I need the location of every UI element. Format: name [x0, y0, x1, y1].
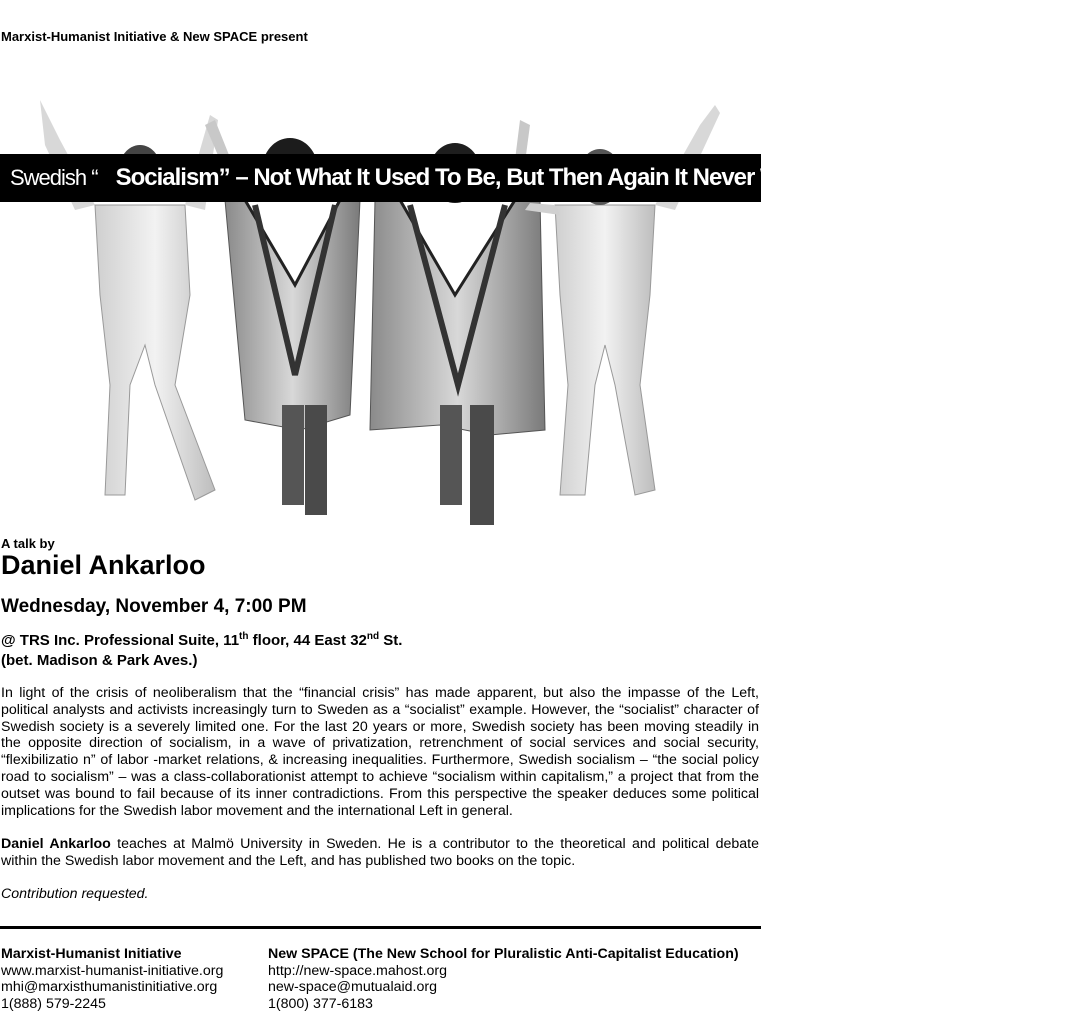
footer-newspace	[268, 946, 739, 1012]
newspace-name: New SPACE (The New School for Pluralistic Anti-Capitalist Education)	[268, 946, 739, 962]
bio-paragraph	[1, 836, 759, 870]
footer-mhi	[1, 946, 223, 1012]
bio-name: Daniel Ankarloo	[1, 836, 111, 852]
mhi-name: Marxist-Humanist Initiative	[1, 946, 182, 962]
speaker-name: Daniel Ankarloo	[1, 550, 206, 580]
event-date: Wednesday, November 4, 7:00 PM	[1, 596, 307, 617]
mhi-phone: 1(888) 579-2245	[1, 995, 106, 1012]
presenter-line: Marxist-Humanist Initiative & New SPACE present	[1, 29, 308, 44]
venue-text-c: St.	[379, 632, 403, 649]
event-venue	[1, 631, 402, 671]
bio-text: teaches at Malmö University in Sweden. He is a contributor to the theoretical and political debate within the Swedish labor movement and the Left, and has published two books on the topic.	[1, 836, 759, 869]
title-banner	[0, 154, 806, 202]
venue-line-1	[1, 631, 402, 651]
newspace-phone: 1(800) 377-6183	[268, 995, 373, 1012]
venue-sup-2: nd	[366, 631, 380, 642]
divider	[0, 926, 761, 929]
performers-photo	[0, 85, 760, 530]
title-part-2: Socialism” – Not What It Used To Be, But Then Again It Never Was	[115, 164, 806, 191]
mhi-email-link[interactable]: mhi@marxisthumanistinitiative.org	[1, 979, 218, 995]
title-part-1: Swedish “	[10, 165, 98, 190]
abstract-paragraph: In light of the crisis of neoliberalism that the “financial crisis” has made apparent, but also the impasse of the Left, political analysts and activists increasingly turn to Sweden as a “socialist” example. However, the “socialist” character of Swedish society is a severely limited one. For the last 20 years or more, Swedish society has been moving steadily in the opposite direction of socialism, in a wave of privatization, retrenchment of social services and social security, “flexibilizatio n” of labor -market relations, & increasing inequalities. Furthermore, Swedish socialism – “the social policy road to socialism” – was a class-collaborationist attempt to achieve “socialism within capitalism,” a project that from the outset was bound to fail because of its inner contradictions. From this perspective the speaker deduces some political implications for the Swedish labor movement and the international Left in general.	[1, 685, 759, 819]
contribution-note: Contribution requested.	[1, 886, 149, 902]
newspace-email-link[interactable]: new-space@mutualaid.org	[268, 979, 437, 995]
talk-intro: A talk by	[1, 536, 55, 551]
venue-line-2: (bet. Madison & Park Aves.)	[1, 652, 198, 669]
venue-text-b: floor, 44 East 32	[248, 632, 367, 649]
mhi-website-link[interactable]: www.marxist-humanist-initiative.org	[1, 962, 224, 979]
venue-text-a: @ TRS Inc. Professional Suite, 11	[1, 632, 240, 649]
newspace-website-link[interactable]: http://new-space.mahost.org	[268, 962, 448, 979]
venue-sup-1: th	[239, 631, 249, 642]
